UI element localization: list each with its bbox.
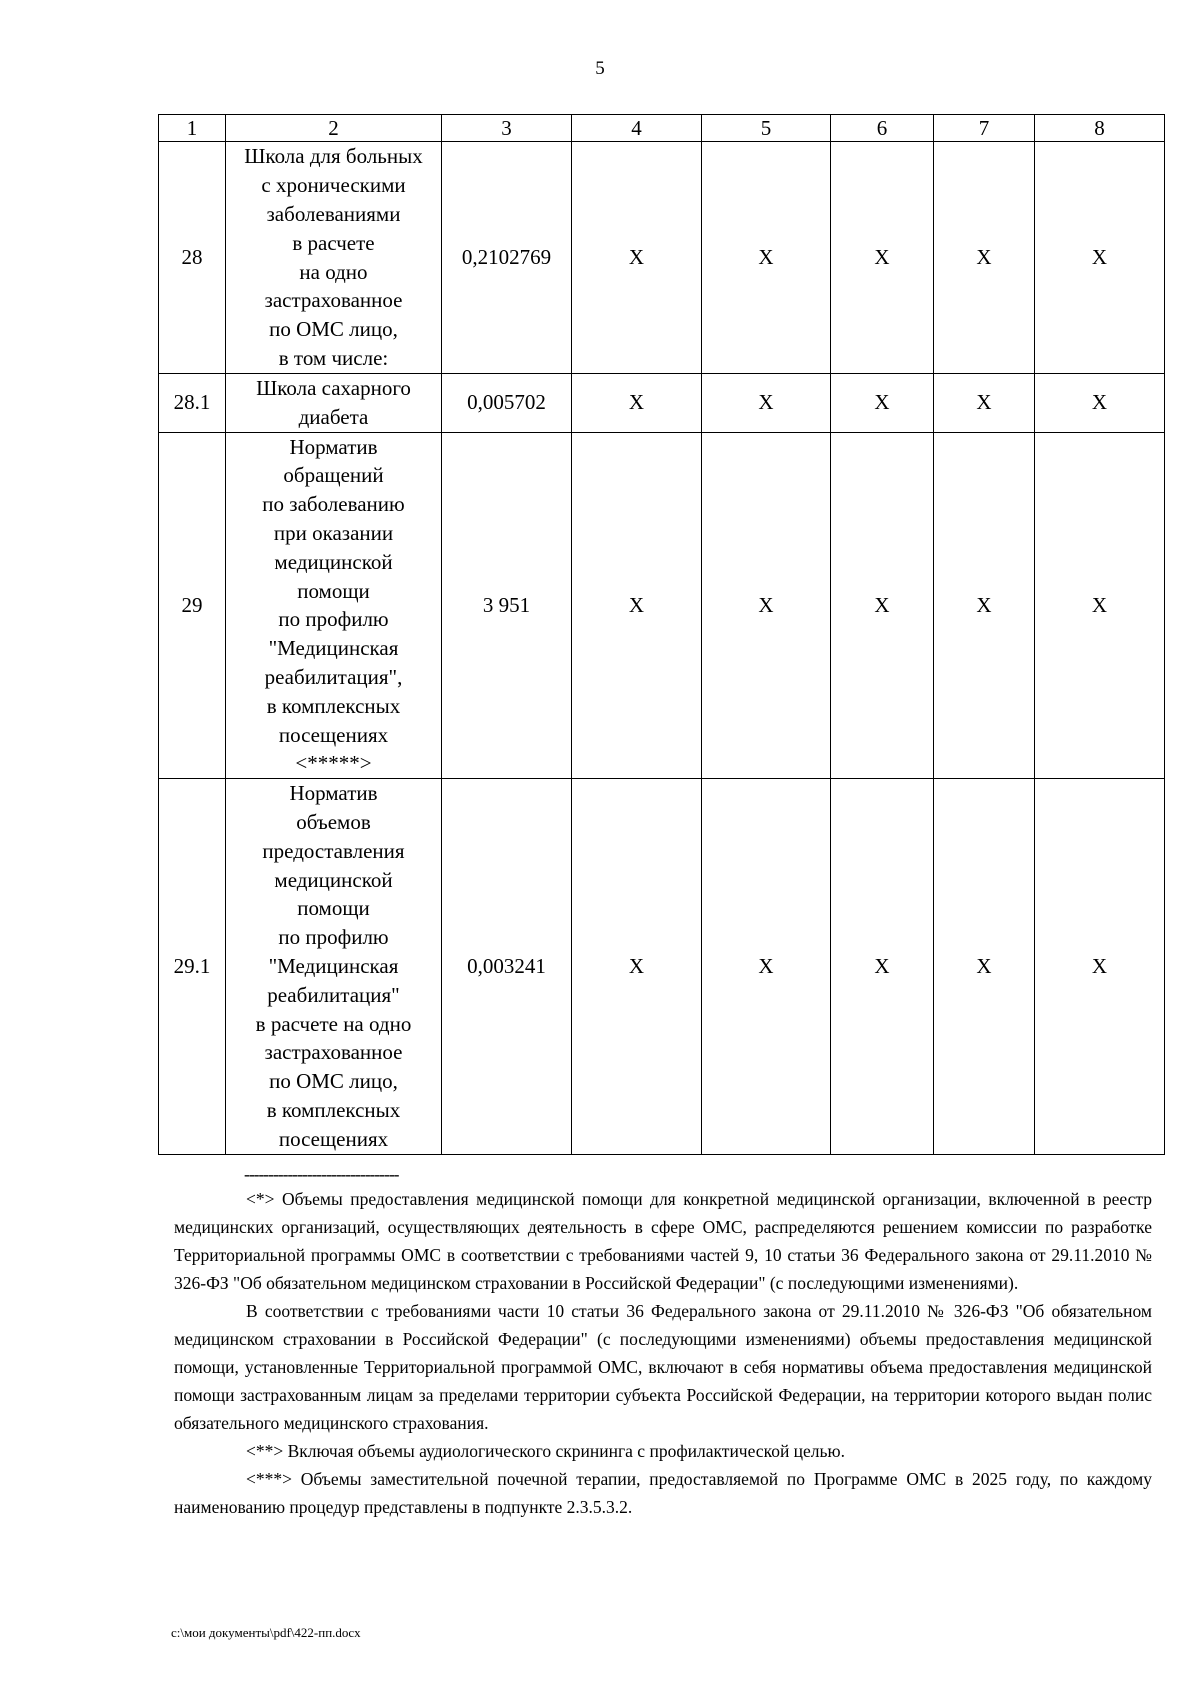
header-cell: 3 bbox=[442, 115, 572, 142]
table-row bbox=[159, 779, 1165, 1154]
row-cell: X bbox=[572, 142, 702, 374]
footnote-2: <**> Включая объемы аудиологического скрининга с профилактической целью. bbox=[246, 1441, 845, 1461]
row-cell: X bbox=[934, 432, 1035, 779]
row-number: 28 bbox=[159, 142, 226, 374]
row-cell: X bbox=[1035, 779, 1165, 1154]
row-cell: X bbox=[1035, 374, 1165, 433]
table-header-row bbox=[159, 115, 1165, 142]
page-number: 5 bbox=[595, 58, 605, 79]
header-cell: 5 bbox=[702, 115, 831, 142]
file-path: c:\мои документы\pdf\422-пп.docx bbox=[171, 1625, 361, 1640]
footnote-3: <***> Объемы заместительной почечной терапии, предоставляемой по Программе ОМС в 2025 году, по каждому наименованию процедур представлены в подпункте 2.3.5.3.2. bbox=[174, 1469, 1152, 1517]
row-cell: X bbox=[572, 779, 702, 1154]
row-number: 29.1 bbox=[159, 779, 226, 1154]
row-cell: X bbox=[831, 779, 934, 1154]
header-cell: 4 bbox=[572, 115, 702, 142]
row-cell: X bbox=[702, 374, 831, 433]
header-cell: 2 bbox=[226, 115, 442, 142]
row-cell: X bbox=[572, 374, 702, 433]
footnote-1: <*> Объемы предоставления медицинской помощи для конкретной медицинской организации, включенной в реестр медицинских организаций, осуществляющих деятельность в сфере ОМС, распределяются решением комиссии по разработке Территориальной программы ОМС в соответствии с требованиями частей 9, 10 статьи 36 Федерального закона от 29.11.2010 № 326-ФЗ "Об обязательном медицинском страховании в Российской Федерации" (с последующими изменениями). bbox=[174, 1189, 1152, 1293]
header-cell: 7 bbox=[934, 115, 1035, 142]
header-cell: 1 bbox=[159, 115, 226, 142]
table-row bbox=[159, 142, 1165, 374]
row-cell: X bbox=[934, 779, 1035, 1154]
row-name: Норматив объемов предоставления медицинской помощи по профилю "Медицинская реабилитация" в расчете на одно застрахованное по ОМС лицо, в комплексных посещениях bbox=[226, 779, 442, 1154]
header-cell: 8 bbox=[1035, 115, 1165, 142]
row-cell: X bbox=[831, 432, 934, 779]
row-name: Школа сахарного диабета bbox=[226, 374, 442, 433]
footnotes bbox=[174, 1163, 1152, 1521]
row-cell: X bbox=[1035, 142, 1165, 374]
row-cell: X bbox=[831, 142, 934, 374]
data-table bbox=[158, 114, 1165, 1155]
row-cell: X bbox=[934, 374, 1035, 433]
footnote-1-continuation: В соответствии с требованиями части 10 статьи 36 Федерального закона от 29.11.2010 № 326-ФЗ "Об обязательном медицинском страховании в Российской Федерации" (с последующими изменениями) объемы предоставления медицинской помощи, установленные Территориальной программой ОМС, включают в себя нормативы объема предоставления медицинской помощи застрахованным лицам за пределами территории субъекта Российской Федерации, на территории которого выдан полис обязательного медицинского страхования. bbox=[174, 1301, 1152, 1433]
row-name: Школа для больных с хроническими заболеваниями в расчете на одно застрахованное по ОМС лицо, в том числе: bbox=[226, 142, 442, 374]
row-value: 0,2102769 bbox=[442, 142, 572, 374]
table-row bbox=[159, 432, 1165, 779]
row-cell: X bbox=[1035, 432, 1165, 779]
row-number: 28.1 bbox=[159, 374, 226, 433]
table-row bbox=[159, 374, 1165, 433]
row-cell: X bbox=[572, 432, 702, 779]
row-name: Норматив обращений по заболеванию при оказании медицинской помощи по профилю "Медицинская реабилитация", в комплексных посещениях <*****> bbox=[226, 432, 442, 779]
row-value: 0,005702 bbox=[442, 374, 572, 433]
row-cell: X bbox=[831, 374, 934, 433]
row-cell: X bbox=[934, 142, 1035, 374]
row-cell: X bbox=[702, 779, 831, 1154]
row-number: 29 bbox=[159, 432, 226, 779]
header-cell: 6 bbox=[831, 115, 934, 142]
footnote-separator: -------------------------------- bbox=[244, 1164, 399, 1184]
row-value: 0,003241 bbox=[442, 779, 572, 1154]
row-cell: X bbox=[702, 142, 831, 374]
row-cell: X bbox=[702, 432, 831, 779]
row-value: 3 951 bbox=[442, 432, 572, 779]
